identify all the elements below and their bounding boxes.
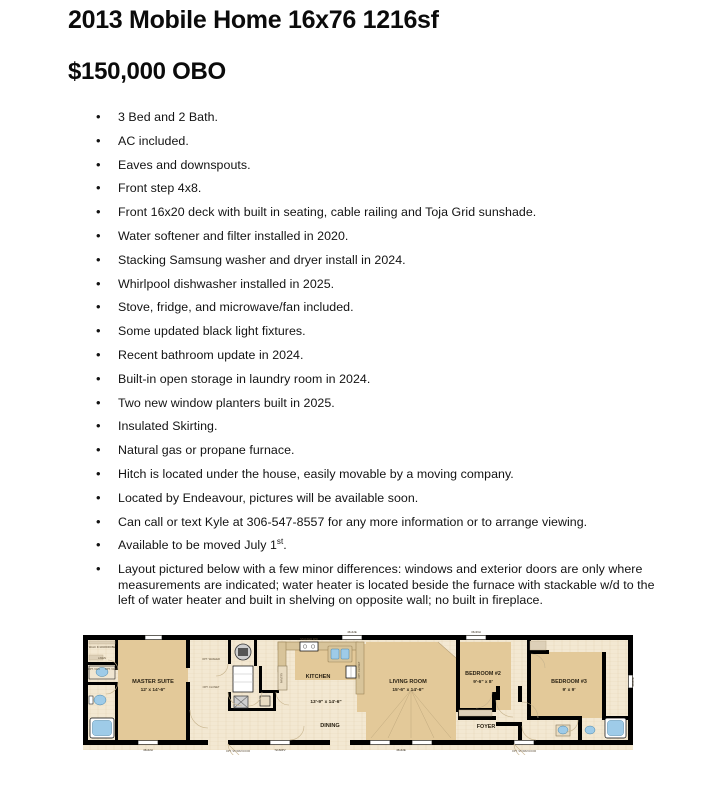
room-label-dining: DINING	[320, 723, 340, 729]
label-stacked-wd: STACKED W/D	[300, 638, 318, 641]
room-dim-master-suite: 12' x 14'-6"	[140, 688, 166, 693]
room-label-living-room: LIVING ROOM	[389, 679, 427, 685]
feature-text: Available to be moved July 1	[118, 538, 277, 553]
feature-text: Built-in open storage in laundry room in 2024.	[118, 371, 371, 386]
label-opt-storm-door-right: OPT. STORM DOOR	[511, 750, 537, 753]
feature-item	[92, 515, 662, 531]
feature-text: Natural gas or propane furnace.	[118, 443, 295, 458]
feature-text: AC included.	[118, 133, 189, 148]
label-pantry: PANTRY	[280, 672, 284, 684]
feature-text: Stove, fridge, and microwave/fan included.	[118, 300, 354, 315]
room-label-bedroom-2: BEDROOM #2	[465, 671, 501, 677]
feature-text: Stacking Samsung washer and dryer install in 2024.	[118, 252, 406, 267]
feature-text: Whirlpool dishwasher installed in 2025.	[118, 276, 335, 291]
feature-item	[92, 396, 662, 412]
feature-text: Can call or text Kyle at 306-547-8557 for any more information or to arrange viewing.	[118, 514, 588, 529]
feature-text: Water softener and filter installed in 2020.	[118, 228, 349, 243]
room-label-foyer: FOYER	[476, 724, 496, 730]
floorplan-image	[78, 630, 638, 755]
room-dim-bedroom-2: 9'-6" x 8'	[473, 680, 493, 685]
feature-text: Layout pictured below with a few minor differences: windows and exterior doors are only where measurements are indicated; water heater is located beside the furnace with stackable w/d to the left of water heater and built in shelving on opposite wall; no built in fireplace.	[118, 562, 655, 608]
feature-item	[92, 491, 662, 507]
feature-text: Front 16x20 deck with built in seating, cable railing and Toja Grid sunshade.	[118, 205, 537, 220]
window-dim-master: 46x42H	[143, 748, 153, 752]
feature-text: Recent bathroom update in 2024.	[118, 347, 304, 362]
feature-item	[92, 419, 662, 435]
feature-item	[92, 348, 662, 364]
feature-text: Front step 4x8.	[118, 181, 202, 196]
feature-item	[92, 229, 662, 245]
room-label-bedroom-3: BEDROOM #3	[551, 679, 587, 685]
label-opt-vanity-right: OPT. VAN.	[104, 668, 118, 671]
page-title: 2013 Mobile Home 16x76 1216sf	[68, 6, 439, 34]
room-label-master-suite: MASTER SUITE	[132, 679, 174, 685]
features-list	[92, 110, 662, 615]
feature-item	[92, 181, 662, 197]
feature-text: Eaves and downspouts.	[118, 157, 251, 172]
feature-item	[92, 134, 662, 150]
feature-text: Two new window planters built in 2025.	[118, 395, 335, 410]
price-heading: $150,000 OBO	[68, 58, 226, 85]
label-opt-storm-door-left: OPT. STORM DOOR	[225, 750, 251, 753]
window-dim-bedroom2: 36x36H	[471, 630, 481, 634]
room-dim-bedroom-3: 9' x 9'	[562, 688, 576, 693]
feature-item	[92, 253, 662, 269]
feature-item	[92, 205, 662, 221]
feature-item	[92, 277, 662, 293]
label-opt-vanity-left: OPT. VAN.	[87, 668, 101, 671]
window-dim-dining: 72x60PV	[274, 748, 286, 752]
room-dim-living-room: 15'-6" x 14'-6"	[392, 688, 424, 693]
feature-item	[92, 300, 662, 316]
floorplan-canvas	[78, 630, 638, 755]
window-dim-kitchen-top: 46x42E	[347, 630, 357, 634]
feature-item	[92, 324, 662, 340]
label-opt-washer: OPT. WASHER	[202, 658, 220, 661]
feature-item	[92, 443, 662, 459]
feature-text-tail: .	[283, 538, 287, 553]
label-opt-closet-b: OPT. CLOSET	[358, 661, 361, 679]
feature-text: Hitch is located under the house, easily movable by a moving company.	[118, 466, 514, 481]
label-opt-closet-a: OPT. CLOSET	[202, 686, 220, 689]
window-dim-living: 46x42E	[396, 748, 406, 752]
feature-item	[92, 110, 662, 126]
room-dim-kitchen: 13'-9" x 14'-6"	[310, 700, 342, 705]
label-walk-in-wardrobe: WALK IN WARDROBE	[88, 646, 116, 649]
feature-text: Insulated Skirting.	[118, 419, 218, 434]
feature-text: Located by Endeavour, pictures will be available soon.	[118, 490, 419, 505]
feature-superscript: st	[276, 537, 284, 547]
room-label-kitchen: KITCHEN	[305, 674, 331, 680]
feature-item	[92, 538, 662, 554]
feature-text: Some updated black light fixtures.	[118, 324, 306, 339]
label-linen: LINEN	[98, 657, 106, 660]
feature-item	[92, 467, 662, 483]
feature-item	[92, 372, 662, 388]
feature-item	[92, 562, 662, 609]
feature-item	[92, 158, 662, 174]
feature-text: 3 Bed and 2 Bath.	[118, 110, 219, 124]
window-dim-bedroom3: 46x42E	[631, 677, 635, 687]
